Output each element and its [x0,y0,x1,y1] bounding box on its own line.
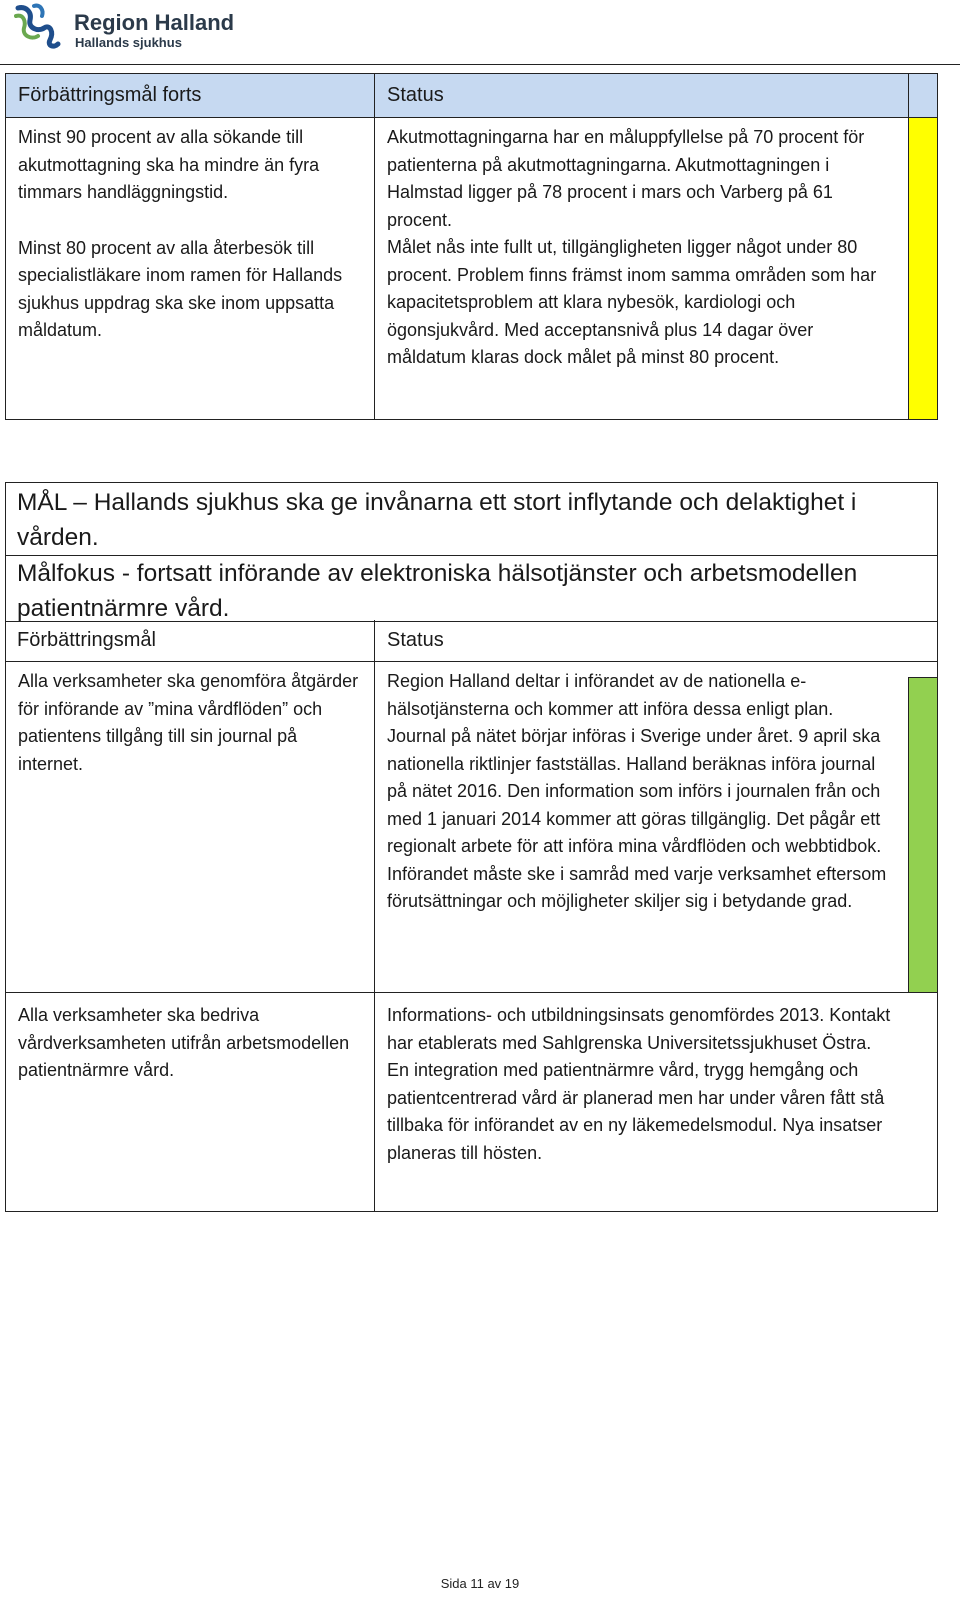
logo-mark-icon [14,2,70,50]
table2-goal-header [5,620,375,662]
table1-goal-1: Minst 90 procent av alla sökande till akutmottagning ska ha mindre än fyra timmars handläggningstid. [18,127,320,202]
table1-status-2: Målet nås inte fullt ut, tillgängligheten ligger något under 80 procent. Problem finns främst inom samma områden som har kapacitetsproblem att klara nybesök, kardiologi och ögonsjukvård. Med acceptansnivå plus 14 dagar över måldatum klaras dock målet på minst 80 procent. [387,237,877,367]
table2-goal-header-label: Förbättringsmål [17,629,156,651]
table1-goal-cell [5,117,375,420]
table1-goal-2: Minst 80 procent av alla återbesök till specialistläkare inom ramen för Hallands sjukhus uppdrag ska ske inom uppsatta måldatum. [18,237,343,340]
table1-status-1: Akutmottagningarna har en måluppfyllelse på 70 procent för patienterna på akutmottagningarna. Akutmottagningen i Halmstad ligger på 78 procent i mars och Varberg på 61 procent. [387,127,865,230]
table2-row2-status-text: Informations- och utbildningsinsats genomfördes 2013. Kontakt har etablerats med Sahlgrenska Universitetssjukhuset Östra. En integration med patientnärmre vård, trygg hemgång och patientcentrerad vård är planerad men har under våren fått stå tillbaka för införandet av en ny läkemedelsmodul. Nya insatser planeras till hösten. [387,1005,891,1163]
table2-row1-status [374,661,938,993]
region-halland-logo [14,2,235,50]
table1-goal-header [5,73,375,118]
table1-status-header-label: Status [387,84,444,106]
table2-row2-goal [5,992,375,1212]
table2-row1-indicator [908,677,938,993]
header-rule [0,64,960,65]
table1-goal-header-label: Förbättringsmål forts [18,84,202,106]
table2-row2-status [374,992,938,1212]
table1-status-cell [374,117,909,420]
table1-status-indicator [908,117,938,420]
table1-status-header [374,73,909,118]
table2-status-header [374,620,938,662]
table1-indicator-header [908,73,938,118]
table2-row1-goal-text: Alla verksamheter ska genomföra åtgärder för införande av ”mina vårdflöden” och patientens tillgång till sin journal på internet. [18,671,359,774]
table2-row2-goal-text: Alla verksamheter ska bedriva vårdverksamheten utifrån arbetsmodellen patientnärmre vård. [18,1005,350,1080]
goal-box [5,482,938,622]
logo-title: Region Halland [74,10,235,35]
table2-status-header-label: Status [387,629,444,651]
table2-row1-goal [5,661,375,993]
logo-subtitle: Hallands sjukhus [75,35,182,50]
goal-focus: Målfokus - fortsatt införande av elektroniska hälsotjänster och arbetsmodellen patientnärmre vård. [17,560,858,622]
table2-row1-status-text: Region Halland deltar i införandet av de nationella e-hälsotjänsterna och kommer att införa dessa enligt plan. Journal på nätet börjar införas i Sverige under året. 9 april ska nationella riktlinjer fastställas. Halland beräknas införa journal på nätet 2016. Den information som införs i journalen från och med 1 januari 2014 kommer att göras tillgänglig. Det pågår ett regionalt arbete för att införa mina vårdflöden och webbtidbok. Införandet måste ske i samråd med varje verksamhet eftersom förutsättningar och möjligheter skiljer sig i betydande grad. [387,671,887,911]
goal-title: MÅL – Hallands sjukhus ska ge invånarna ett stort inflytande och delaktighet i vården. [17,489,857,551]
page-number: Sida 11 av 19 [440,1576,520,1591]
